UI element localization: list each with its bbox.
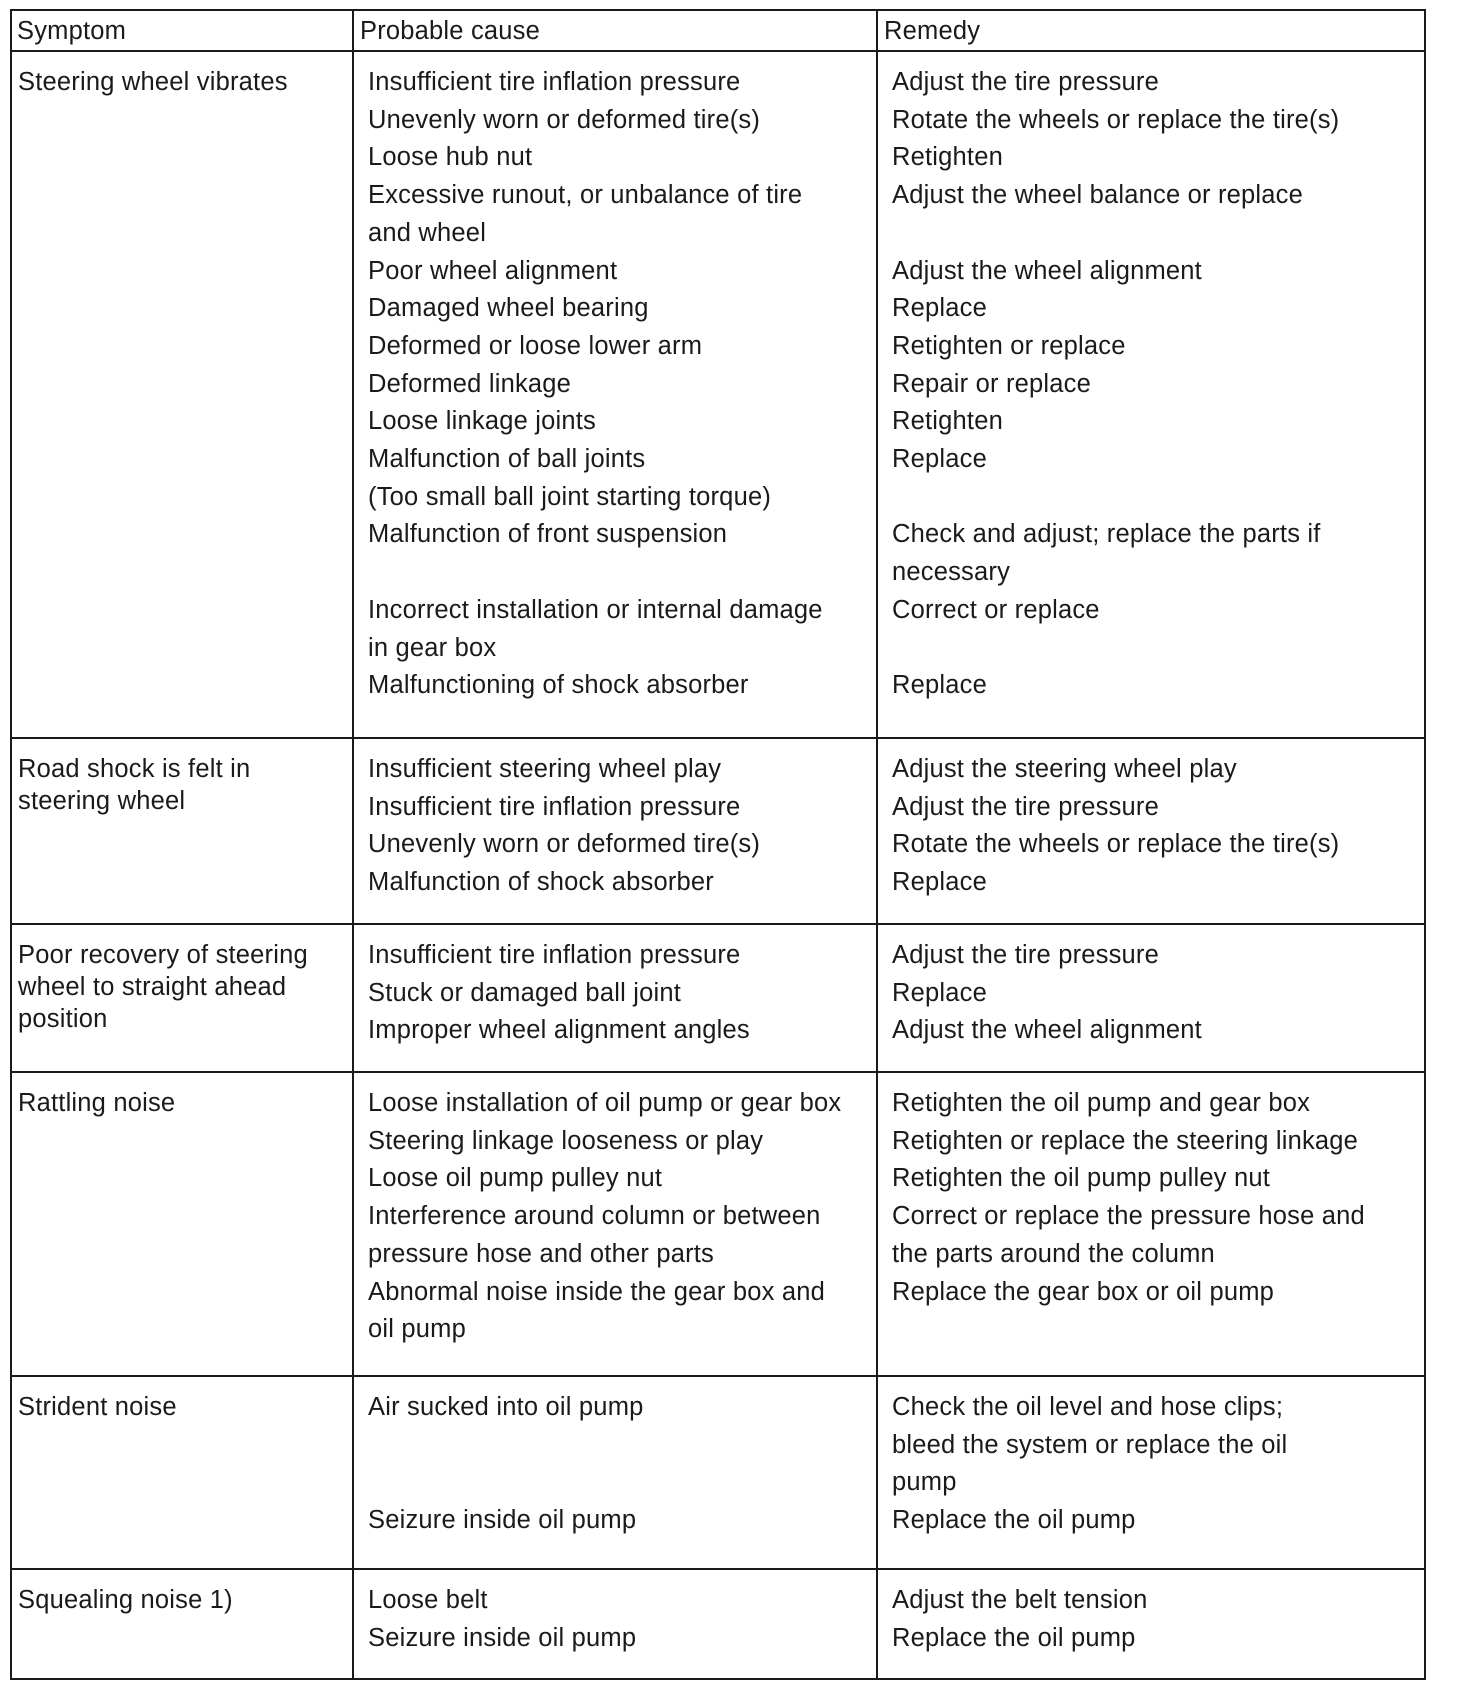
remedy-cell <box>877 1376 1425 1569</box>
table-row <box>11 924 1425 1072</box>
remedy-line: Retighten or replace <box>892 331 1126 360</box>
remedy-line: bleed the system or replace the oil <box>892 1430 1288 1459</box>
remedy-line: Adjust the belt tension <box>892 1586 1148 1614</box>
blank-line <box>892 479 1414 517</box>
probable-cause-cell <box>353 1569 877 1679</box>
cause-line: Damaged wheel bearing <box>368 294 649 323</box>
remedy-line: necessary <box>892 558 1011 587</box>
remedy-line: Replace the oil pump <box>892 1623 1136 1652</box>
remedy-line: Adjust the tire pressure <box>892 68 1160 96</box>
symptom-cell: Rattling noise <box>11 1072 353 1376</box>
remedy-line: Replace <box>892 868 987 897</box>
symptom-cell: Squealing noise 1) <box>11 1569 353 1679</box>
remedy-line: Adjust the tire pressure <box>892 792 1160 821</box>
table-row <box>11 1376 1425 1569</box>
header-symptom: Symptom <box>11 10 353 51</box>
table-header <box>11 10 1425 51</box>
remedy-line: Adjust the wheel balance or replace <box>892 181 1304 210</box>
cause-line: Seizure inside oil pump <box>368 1623 637 1652</box>
remedy-cell <box>877 924 1425 1072</box>
blank-line <box>368 554 866 592</box>
remedy-cell <box>877 738 1425 924</box>
blank-line <box>368 1427 866 1465</box>
blank-line <box>892 215 1414 253</box>
remedy-cell <box>877 51 1425 738</box>
remedy-line: Adjust the steering wheel play <box>892 755 1237 783</box>
remedy-line: Check and adjust; replace the parts if <box>892 520 1321 549</box>
cause-line: in gear box <box>368 633 497 662</box>
cause-line: Insufficient tire inflation pressure <box>368 941 741 969</box>
cause-line: Interference around column or between <box>368 1202 821 1231</box>
remedy-line: Correct or replace <box>892 595 1100 624</box>
cause-line: Incorrect installation or internal damage <box>368 595 823 624</box>
remedy-line: Repair or replace <box>892 369 1091 398</box>
remedy-cell <box>877 1072 1425 1376</box>
cause-line: Air sucked into oil pump <box>368 1393 644 1421</box>
cause-line: Unevenly worn or deformed tire(s) <box>368 830 761 859</box>
header-row <box>11 10 1425 51</box>
remedy-line: Replace <box>892 671 987 700</box>
cause-line: Insufficient tire inflation pressure <box>368 792 741 821</box>
cause-line: Loose linkage joints <box>368 407 596 436</box>
cause-line: oil pump <box>368 1315 466 1344</box>
symptom-cell: Strident noise <box>11 1376 353 1569</box>
header-probable-cause: Probable cause <box>353 10 877 51</box>
remedy-line: Adjust the tire pressure <box>892 941 1160 969</box>
remedy-line: Replace <box>892 978 987 1007</box>
table-row <box>11 1569 1425 1679</box>
remedy-line: the parts around the column <box>892 1239 1215 1268</box>
remedy-line: Retighten the oil pump pulley nut <box>892 1164 1271 1193</box>
probable-cause-cell <box>353 924 877 1072</box>
remedy-line: Check the oil level and hose clips; <box>892 1393 1284 1421</box>
cause-line: Excessive runout, or unbalance of tire <box>368 181 803 210</box>
probable-cause-cell <box>353 1376 877 1569</box>
cause-line: Insufficient steering wheel play <box>368 755 722 783</box>
cause-line: Loose installation of oil pump or gear box <box>368 1089 842 1117</box>
table-body <box>11 51 1425 1679</box>
cause-line: Malfunctioning of shock absorber <box>368 671 749 700</box>
table-row <box>11 1072 1425 1376</box>
probable-cause-cell <box>353 738 877 924</box>
cause-line: Deformed linkage <box>368 369 572 398</box>
cause-line: Seizure inside oil pump <box>368 1506 637 1535</box>
symptom-cell: Steering wheel vibrates <box>11 51 353 738</box>
cause-line: (Too small ball joint starting torque) <box>368 482 772 511</box>
cause-line: Poor wheel alignment <box>368 256 618 285</box>
remedy-line: Adjust the wheel alignment <box>892 256 1202 285</box>
remedy-line: Replace <box>892 445 987 474</box>
table-row <box>11 738 1425 924</box>
blank-line <box>892 630 1414 668</box>
remedy-line: Replace <box>892 294 987 323</box>
cause-line: Malfunction of shock absorber <box>368 868 714 897</box>
cause-line: Malfunction of ball joints <box>368 445 646 474</box>
remedy-line: Retighten <box>892 143 1003 172</box>
blank-line <box>368 1464 866 1502</box>
cause-line: Malfunction of front suspension <box>368 520 728 549</box>
cause-line: Loose belt <box>368 1586 488 1614</box>
probable-cause-cell <box>353 51 877 738</box>
cause-line: Steering linkage looseness or play <box>368 1126 764 1155</box>
remedy-cell <box>877 1569 1425 1679</box>
cause-line: Loose hub nut <box>368 143 533 172</box>
cause-line: Stuck or damaged ball joint <box>368 978 681 1007</box>
cause-line: Unevenly worn or deformed tire(s) <box>368 105 761 134</box>
cause-line: Insufficient tire inflation pressure <box>368 68 741 96</box>
header-remedy: Remedy <box>877 10 1425 51</box>
remedy-line: Replace the oil pump <box>892 1506 1136 1535</box>
remedy-line: Rotate the wheels or replace the tire(s) <box>892 105 1340 134</box>
remedy-line: Retighten <box>892 407 1003 436</box>
remedy-line: Rotate the wheels or replace the tire(s) <box>892 830 1340 859</box>
cause-line: pressure hose and other parts <box>368 1239 715 1268</box>
symptom-cell: Road shock is felt in steering wheel <box>11 738 353 924</box>
remedy-line: Adjust the wheel alignment <box>892 1016 1202 1045</box>
troubleshooting-table <box>10 9 1426 1680</box>
cause-line: Loose oil pump pulley nut <box>368 1164 663 1193</box>
cause-line: Abnormal noise inside the gear box and <box>368 1277 825 1306</box>
symptom-cell: Poor recovery of steering wheel to straight ahead position <box>11 924 353 1072</box>
probable-cause-cell <box>353 1072 877 1376</box>
remedy-line: Replace the gear box or oil pump <box>892 1277 1275 1306</box>
remedy-line: Retighten or replace the steering linkage <box>892 1126 1359 1155</box>
cause-line: Deformed or loose lower arm <box>368 331 703 360</box>
remedy-line: pump <box>892 1468 957 1497</box>
remedy-line: Correct or replace the pressure hose and <box>892 1202 1365 1231</box>
remedy-line: Retighten the oil pump and gear box <box>892 1089 1311 1117</box>
cause-line: and wheel <box>368 218 487 247</box>
table-row <box>11 51 1425 738</box>
cause-line: Improper wheel alignment angles <box>368 1016 750 1045</box>
